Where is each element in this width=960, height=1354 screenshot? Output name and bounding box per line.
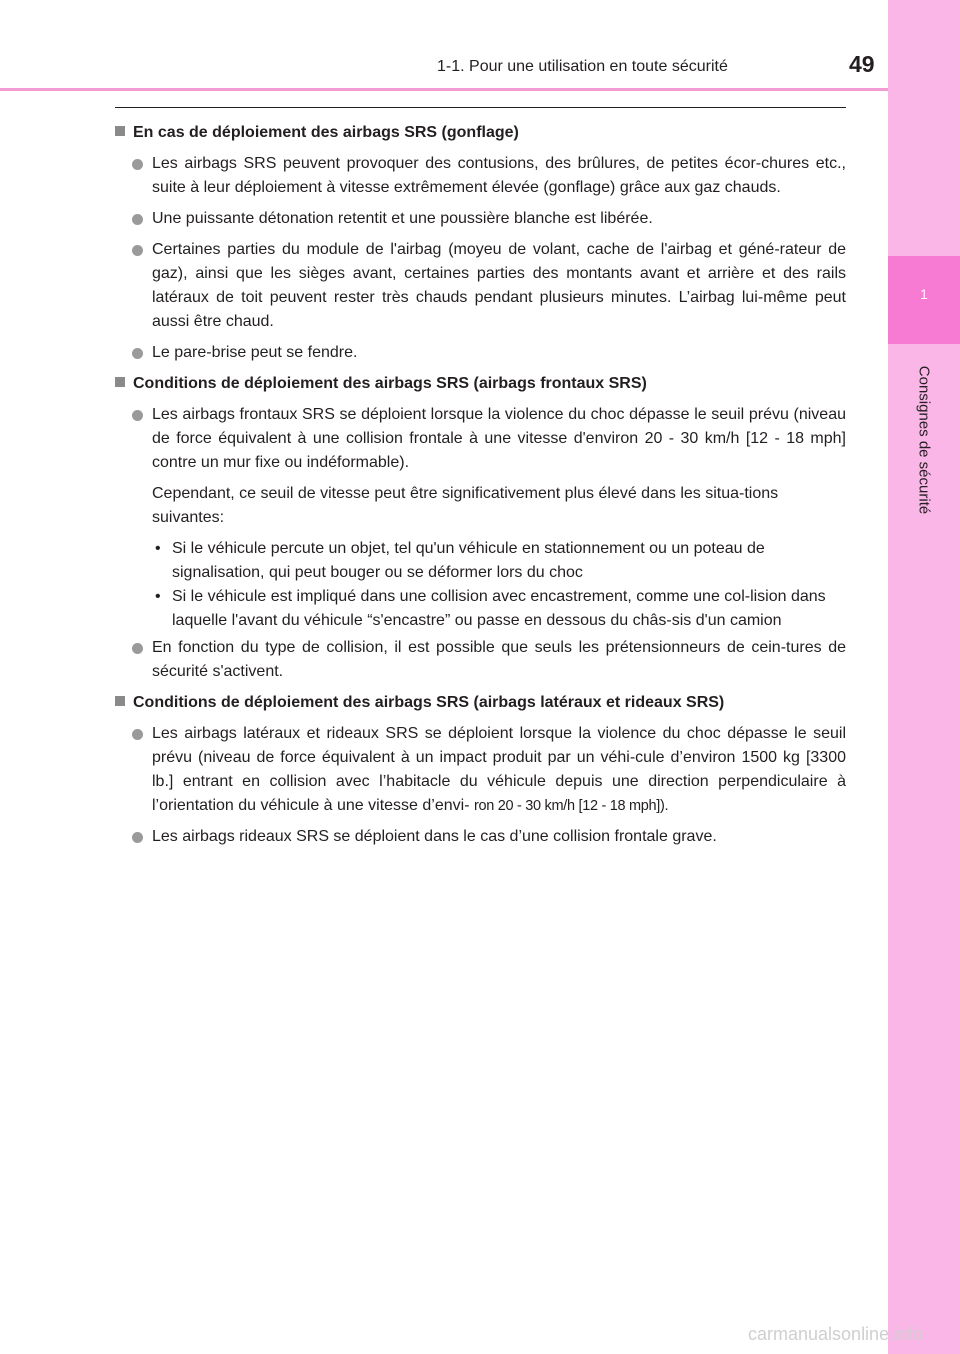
list-item: Le pare-brise peut se fendre.: [115, 341, 846, 365]
page-content: [115, 121, 846, 856]
list-item: Les airbags SRS peuvent provoquer des contusions, des brûlures, de petites écor-chures etc., suite à leur déploiement à vitesse extrêmement élevée (gonflage) grâce aux gaz chauds.: [115, 152, 846, 200]
round-bullet-icon: [132, 348, 143, 359]
dash-bullet: •: [155, 588, 161, 605]
side-tab-band: [888, 0, 960, 1354]
dash-list: [115, 537, 846, 633]
watermark: carmanualsonline.info: [748, 1324, 924, 1344]
round-bullet-icon: [132, 643, 143, 654]
list-item: En fonction du type de collision, il est possible que seuls les prétensionneurs de cein-tures de sécurité s'activent.: [115, 636, 846, 684]
chapter-number: 1: [920, 286, 928, 302]
list-item: Une puissante détonation retentit et une poussière blanche est libérée.: [115, 207, 846, 231]
page-number: 49: [849, 51, 875, 77]
round-bullet-icon: [132, 729, 143, 740]
content-top-rule: [115, 107, 846, 108]
dash-item: • Si le véhicule est impliqué dans une collision avec encastrement, comme une col-lision dans laquelle l'avant du véhicule “s'encastre” ou passe en dessous du châs-sis d'un camion: [115, 585, 846, 633]
list-item: Les airbags latéraux et rideaux SRS se déploient lorsque la violence du choc dépasse le seuil prévu (niveau de force équivalent à un impact produit par un véhi-cule d’environ 1500 kg [3300 lb.] entrant en collision avec l’habitacle du véhicule depuis une direction perpendiculaire à l’orientation du véhicule à une vitesse d’envi- ron 20 - 30 km/h [12 - 18 mph]).: [115, 722, 846, 818]
square-bullet-icon: [115, 696, 125, 706]
round-bullet-icon: [132, 245, 143, 256]
list-item: Les airbags rideaux SRS se déploient dans le cas d’une collision frontale grave.: [115, 825, 846, 849]
round-bullet-icon: [132, 410, 143, 421]
section-heading: En cas de déploiement des airbags SRS (gonflage): [115, 121, 846, 145]
header-rule: [0, 88, 888, 91]
list-item: Certaines parties du module de l'airbag (moyeu de volant, cache de l'airbag et géné-rateur de gaz), ainsi que les sièges avant, certaines parties des montants avant et arrière et des rails latéraux de toit peuvent rester très chauds pendant plusieurs minutes. L’airbag lui-même peut aussi être chaud.: [115, 238, 846, 334]
round-bullet-icon: [132, 832, 143, 843]
square-bullet-icon: [115, 126, 125, 136]
running-header: 1-1. Pour une utilisation en toute sécurité: [437, 58, 728, 75]
section-heading: Conditions de déploiement des airbags SRS (airbags frontaux SRS): [115, 372, 846, 396]
note-paragraph: Cependant, ce seuil de vitesse peut être significativement plus élevé dans les situa-tions suivantes:: [152, 485, 779, 526]
round-bullet-icon: [132, 214, 143, 225]
square-bullet-icon: [115, 377, 125, 387]
round-bullet-icon: [132, 159, 143, 170]
list-item: Les airbags frontaux SRS se déploient lorsque la violence du choc dépasse le seuil prévu (niveau de force équivalent à une collision frontale à une vitesse d'environ 20 - 30 km/h [12 - 18 mph] contre un mur fixe ou indéformable).: [115, 403, 846, 475]
dash-item: • Si le véhicule percute un objet, tel qu'un véhicule en stationnement ou un poteau de signalisation, qui peut bouger ou se déformer lors du choc: [115, 537, 846, 585]
chapter-label: Consignes de sécurité: [915, 365, 933, 515]
section-heading: Conditions de déploiement des airbags SRS (airbags latéraux et rideaux SRS): [115, 691, 846, 715]
dash-bullet: •: [155, 540, 161, 557]
